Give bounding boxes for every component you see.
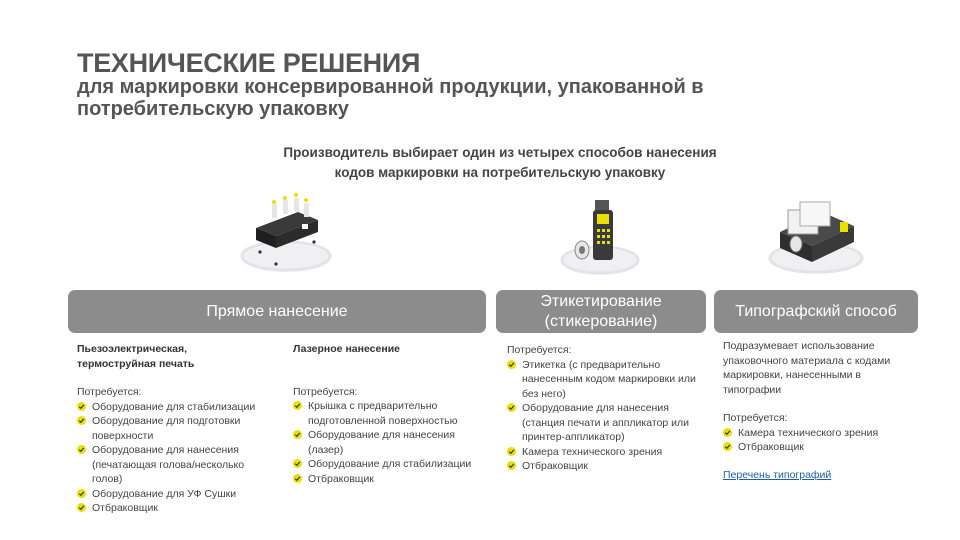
list-item: Оборудование для стабилизации: [293, 457, 483, 472]
check-icon: [77, 416, 86, 425]
check-icon: [507, 447, 516, 456]
tab-labeling[interactable]: [496, 290, 706, 333]
check-icon: [507, 403, 516, 412]
list-item: Крышка с предварительно подготовленной поверхностью: [293, 399, 483, 428]
typography-requirements-list: [723, 426, 915, 455]
labeling-label-line-2: (стикерование): [544, 312, 658, 330]
piezo-requirements-label: Потребуется:: [77, 386, 142, 398]
check-icon: [293, 459, 302, 468]
printing-houses-link[interactable]: Перечень типографий: [723, 468, 832, 481]
direct-application-label: Прямое нанесение: [206, 302, 348, 320]
list-item: Оборудование для нанесения (лазер): [293, 428, 483, 457]
check-icon: [293, 430, 302, 439]
label-scanner-icon: [560, 196, 640, 280]
list-item: Оборудование для стабилизации: [77, 400, 272, 415]
laser-requirements-label: Потребуется:: [293, 385, 358, 398]
typography-label: Типографский способ: [735, 302, 897, 320]
page-title: ТЕХНИЧЕСКИЕ РЕШЕНИЯ: [77, 48, 421, 78]
lead-line-2: кодов маркировки на потребительскую упаковку: [334, 165, 666, 180]
list-item: Оборудование для подготовки поверхности: [77, 414, 272, 443]
laser-heading: Лазерное нанесение: [293, 343, 400, 355]
list-item: Оборудование для нанесения (печатающая голова/несколько голов): [77, 443, 272, 487]
check-icon: [77, 489, 86, 498]
list-item: Камера технического зрения: [507, 445, 702, 460]
check-icon: [723, 428, 732, 437]
check-icon: [723, 442, 732, 451]
tab-typography[interactable]: [714, 290, 918, 333]
lead-text: [240, 143, 760, 183]
print-station-icon: [236, 190, 336, 280]
piezo-heading-line-2: термоструйная печать: [77, 357, 195, 370]
labeling-column: [507, 343, 702, 474]
list-item: Оборудование для нанесения (станция печати и аппликатор или принтер-аппликатор): [507, 401, 702, 445]
typography-requirements-label: Потребуется:: [723, 412, 788, 424]
laser-requirements-list: [293, 399, 483, 486]
laser-column: [293, 342, 483, 486]
list-item: Отбраковщик: [507, 459, 702, 474]
tab-direct-application[interactable]: [68, 290, 486, 333]
printing-press-icon: [766, 192, 866, 280]
piezo-column: [77, 342, 272, 516]
labeling-label-line-1: Этикетирование: [540, 292, 662, 310]
typography-column: [723, 339, 915, 482]
check-icon: [293, 474, 302, 483]
lead-line-1: Производитель выбирает один из четырех способов нанесения: [283, 145, 717, 160]
check-icon: [77, 445, 86, 454]
piezo-heading-line-1: Пьезоэлектрическая,: [77, 343, 188, 355]
check-icon: [507, 461, 516, 470]
check-icon: [507, 360, 516, 369]
piezo-requirements-list: [77, 400, 272, 516]
labeling-requirements-label: Потребуется:: [507, 344, 572, 356]
list-item: Отбраковщик: [293, 472, 483, 487]
labeling-requirements-list: [507, 358, 702, 474]
list-item: Отбраковщик: [723, 440, 915, 455]
check-icon: [293, 401, 302, 410]
check-icon: [77, 503, 86, 512]
check-icon: [77, 402, 86, 411]
typography-description: Подразумевает использование упаковочного материала с кодами маркировки, нанесенными в типографии: [723, 340, 891, 396]
list-item: Этикетка (с предварительно нанесенным кодом маркировки или без него): [507, 358, 702, 402]
page-subtitle: для маркировки консервированной продукции, упакованной в потребительскую упаковку: [77, 76, 704, 120]
list-item: Отбраковщик: [77, 501, 272, 516]
piezo-heading: [77, 342, 272, 371]
list-item: Камера технического зрения: [723, 426, 915, 441]
list-item: Оборудование для УФ Сушки: [77, 487, 272, 502]
